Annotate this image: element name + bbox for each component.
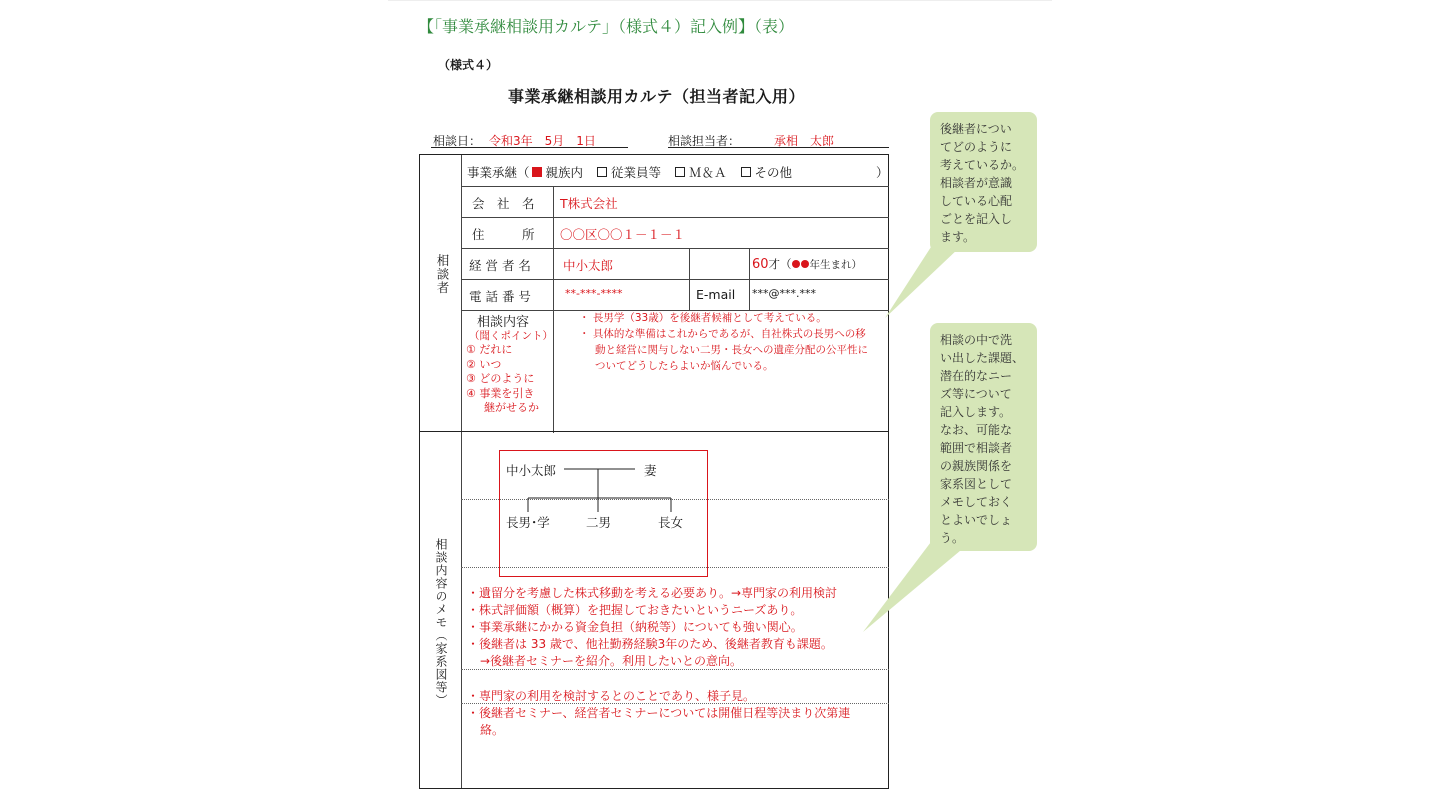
callout-2-line: ズ等について <box>940 387 1012 401</box>
age-value: 60 <box>752 257 769 272</box>
memo-line-6: ・専門家の利用を検討するとのことであり、様子見。 <box>467 689 756 703</box>
left-column-divider <box>461 155 462 788</box>
address-value: 〇〇区〇〇１－１－１ <box>560 227 686 242</box>
succession-row <box>467 163 792 181</box>
company-value: T株式会社 <box>560 196 618 211</box>
point-3: ③ どのように <box>466 372 535 385</box>
callout-1-line: ごとを記入し <box>940 212 1013 226</box>
succession-prefix: 事業承継（ <box>467 165 530 180</box>
option-family: 親族内 <box>545 165 584 180</box>
phone-value: **-***-**** <box>565 287 623 300</box>
consultation-subheading: （聞くポイント） <box>469 330 553 342</box>
callout-1-line: ます。 <box>940 230 976 244</box>
staff-value: 承相 太郎 <box>774 134 835 148</box>
point-4: ④ 事業を引き <box>466 386 535 400</box>
memo-line-4: ・後継者は 33 歳で、他社勤務経験3年のため、後継者教育も課題。 <box>467 637 833 651</box>
family-mother: 妻 <box>644 463 657 478</box>
checkbox-family-checked[interactable] <box>532 167 542 177</box>
callout-memo-note <box>930 323 1037 551</box>
checkbox-ma[interactable] <box>675 167 685 177</box>
phone-label: 電 話 番 号 <box>469 289 531 304</box>
consultation-points <box>466 343 539 416</box>
date-underline <box>431 147 628 148</box>
memo-line-1: ・遺留分を考慮した株式移動を考える必要あり。→専門家の利用検討 <box>467 586 838 600</box>
row-line-3 <box>461 248 889 249</box>
row-line-4 <box>461 279 889 280</box>
section-divider <box>420 431 889 432</box>
callout-2-line: 相談の中で洗 <box>940 333 1013 347</box>
checkbox-employee[interactable] <box>597 167 607 177</box>
page-title: 【「事業承継相談用カルテ」（様式４）記入例】（表） <box>418 17 795 36</box>
callout-2-line: 範囲で相談者 <box>940 441 1013 455</box>
memo-line-3: ・事業承継にかかる資金負担（納税等）についても強い関心。 <box>467 620 803 634</box>
row-line-2 <box>461 217 889 218</box>
memo-line-7: ・後継者セミナー、経営者セミナーについては開催日程等決まり次第連 <box>467 706 851 720</box>
checkbox-other[interactable] <box>741 167 751 177</box>
row-line-1 <box>461 186 889 187</box>
memo-line-5: →後継者セミナーを紹介。利用したいとの意向。 <box>480 654 743 668</box>
era-mark-2 <box>801 260 809 268</box>
consultation-date-value: 令和3年 5月 1日 <box>489 134 596 148</box>
detail-line-4: ついてどうしたらよいか悩んでいる。 <box>595 360 774 372</box>
consultation-details <box>579 310 868 374</box>
memo-line-8: 絡。 <box>480 723 505 737</box>
option-other: その他 <box>754 165 793 180</box>
email-label: E-mail <box>696 287 736 302</box>
point-4-cont: 継がせるか <box>484 401 539 414</box>
callout-1-line: 後継者につい <box>940 122 1012 136</box>
callout-1-line: 考えているか。 <box>940 158 1025 172</box>
callout-2-line: う。 <box>940 531 965 545</box>
detail-line-2: ・ 具体的な準備はこれからであるが、自社株式の長男への移 <box>579 328 866 340</box>
consultation-date-label: 相談日： <box>433 134 482 148</box>
callout-2-line: メモしておく <box>940 495 1013 509</box>
callout-2-line: 家系図として <box>940 477 1013 491</box>
birth-suffix: 年生まれ） <box>809 259 863 271</box>
family-child-3: 長女 <box>658 515 684 530</box>
memo-side-label: 相談内容のメモ（家系図等） <box>434 538 448 707</box>
company-label: 会 社 名 <box>472 196 535 211</box>
option-ma: Ｍ＆Ａ <box>689 165 727 180</box>
callout-2-line: 潜在的なニー <box>940 369 1013 383</box>
detail-line-1: ・ 長男学（33歳）を後継者候補として考えている。 <box>579 312 827 324</box>
memo-line-2: ・株式評価額（概算）を把握しておきたいというニーズあり。 <box>467 603 803 617</box>
succession-suffix: ） <box>876 165 889 180</box>
consultant-side-label: 相談者 <box>435 254 450 295</box>
point-1: ① だれに <box>466 343 513 356</box>
callout-succession-note <box>930 112 1037 252</box>
era-mark-1 <box>792 260 800 268</box>
callout-2-line: とよいでしょ <box>940 513 1013 527</box>
family-child-1: 長男･学 <box>506 515 550 530</box>
callout-2-line: い出した課題、 <box>940 351 1025 365</box>
callout-2-line: なお、可能な <box>940 423 1013 437</box>
staff-label: 相談担当者： <box>668 134 741 148</box>
manager-value: 中小太郎 <box>563 258 614 273</box>
email-value: ***@***.*** <box>752 287 816 300</box>
consultation-heading: 相談内容 <box>477 315 530 330</box>
manager-label: 経 営 者 名 <box>469 258 531 273</box>
detail-line-3: 動と経営に関与しない二男・長女への遺産分配の公平性に <box>595 344 868 356</box>
callout-1-line: てどのように <box>940 140 1013 154</box>
age-field <box>752 256 862 272</box>
family-child-2: 二男 <box>586 515 612 530</box>
callout-1-line: 相談者が意識 <box>940 176 1013 190</box>
staff-underline <box>668 147 889 148</box>
age-unit: 才（ <box>768 257 792 271</box>
option-employee: 従業員等 <box>611 165 662 180</box>
callout-2-line: の親族関係を <box>940 459 1013 473</box>
document-title: 事業承継相談用カルテ（担当者記入用） <box>508 87 806 106</box>
form-code: （様式４） <box>438 58 499 72</box>
callout-1-line: している心配 <box>940 194 1013 208</box>
callout-2-line: 記入します。 <box>940 405 1012 419</box>
point-2: ② いつ <box>466 357 502 371</box>
address-label: 住 所 <box>472 227 535 242</box>
consult-column-divider <box>553 310 554 433</box>
family-father: 中小太郎 <box>506 463 557 478</box>
